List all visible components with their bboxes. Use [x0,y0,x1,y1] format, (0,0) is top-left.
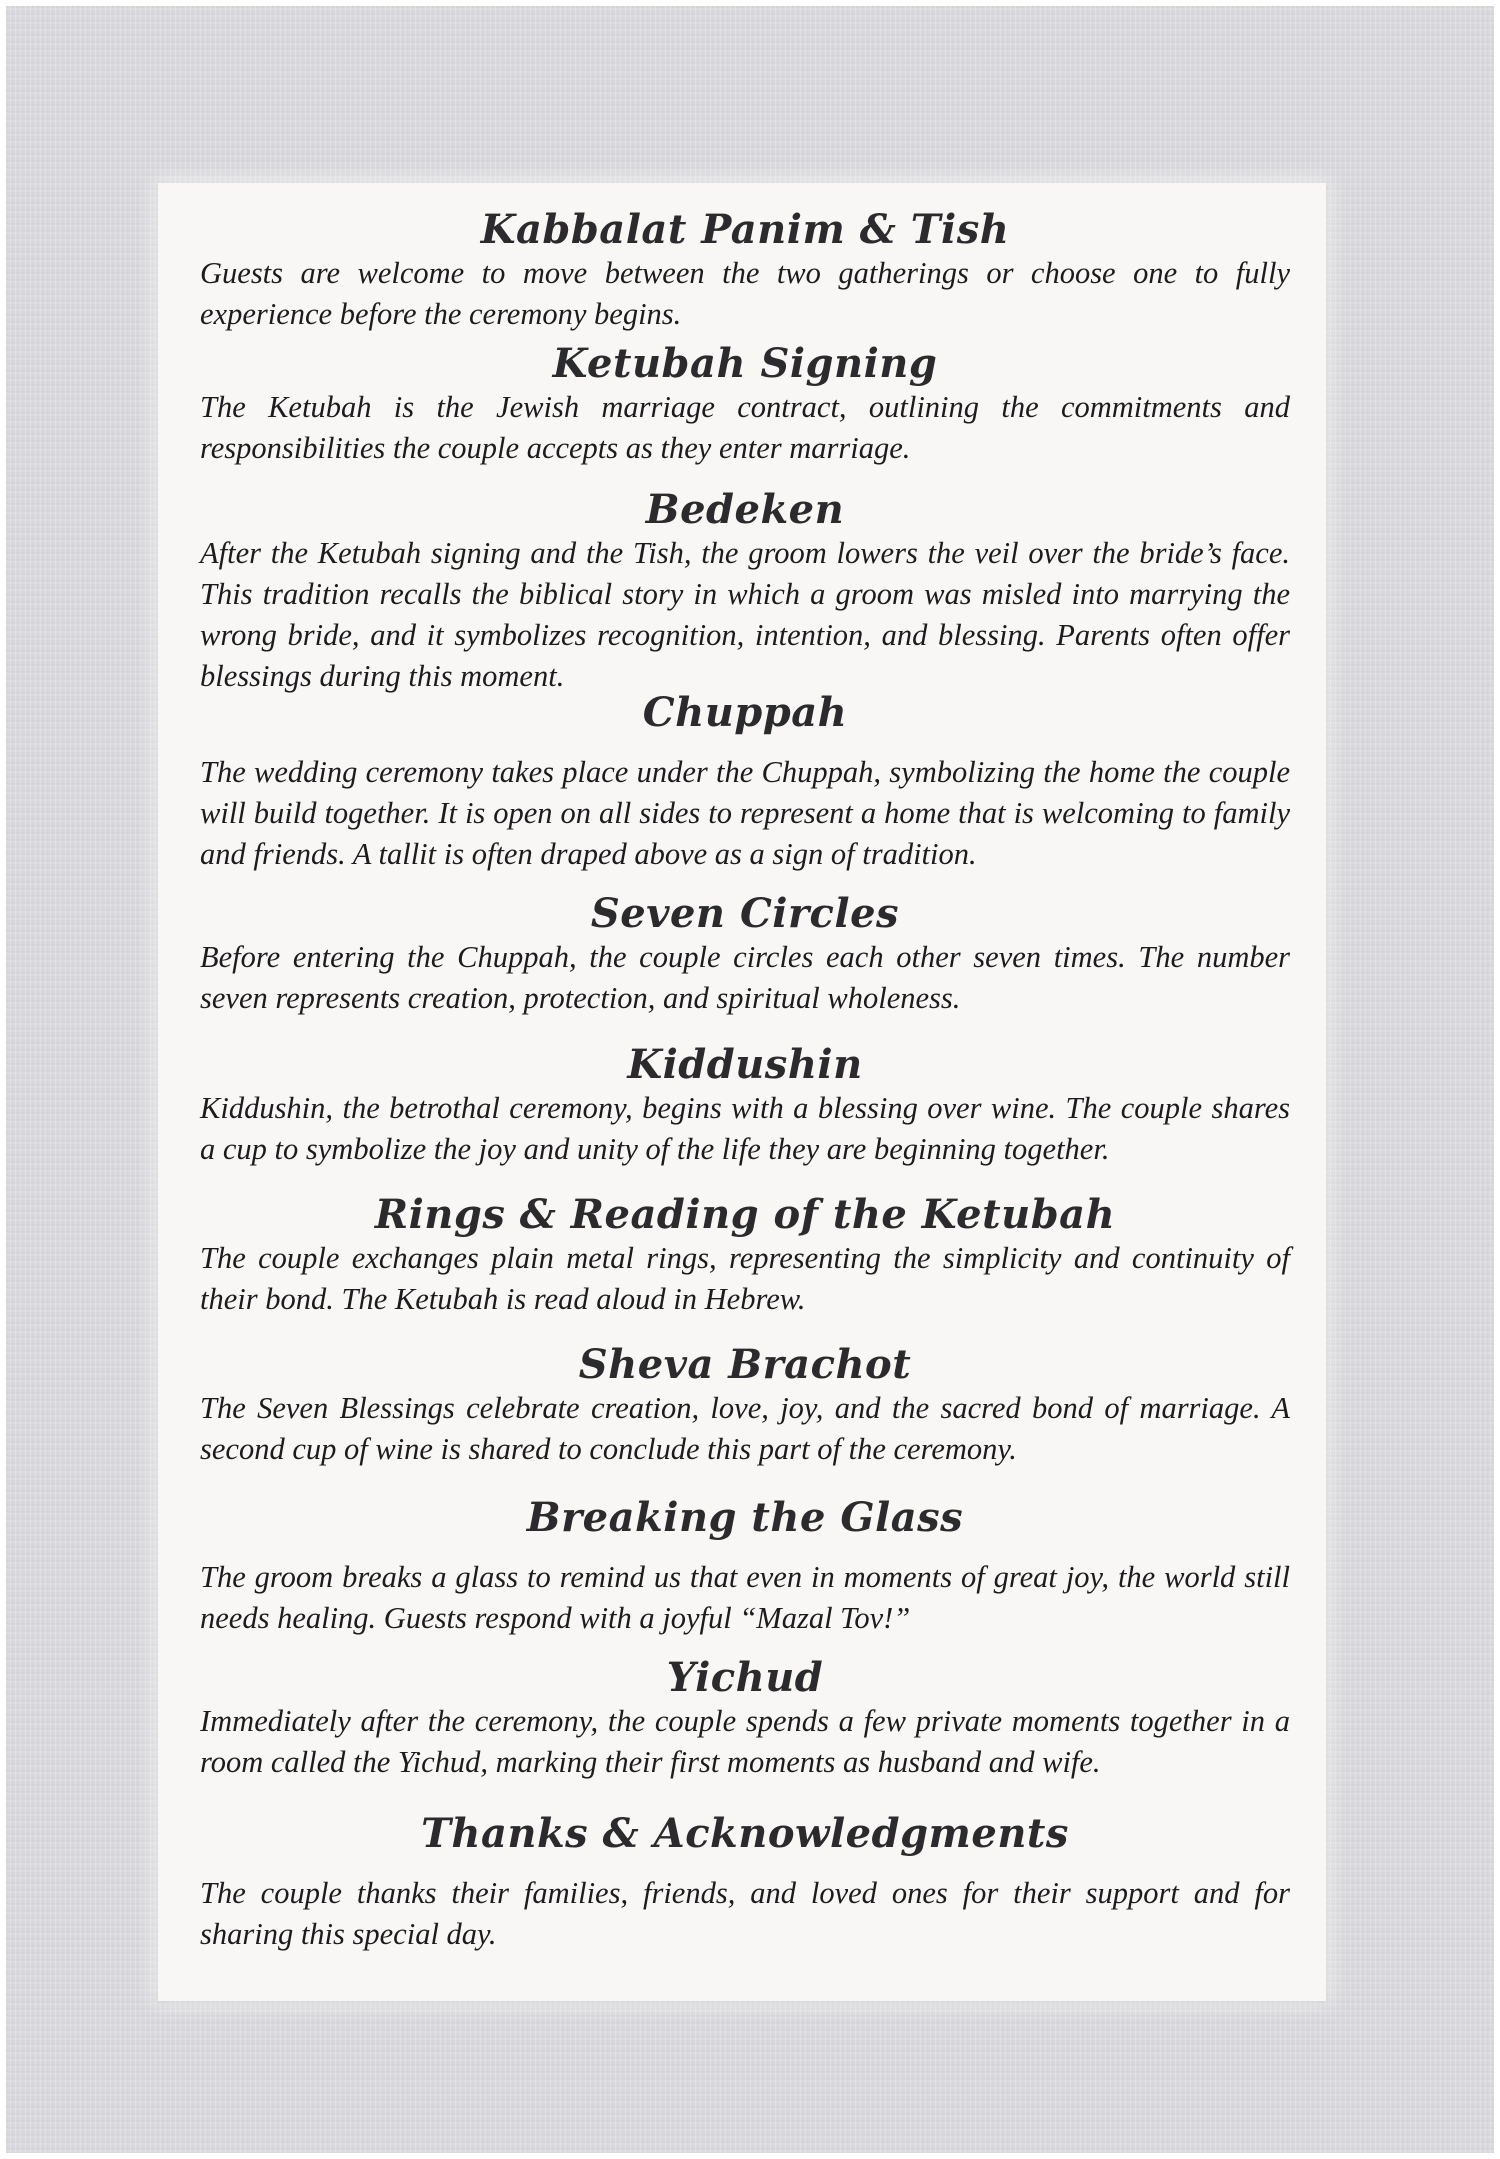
section-text: The wedding ceremony takes place under the Chuppah, symbolizing the home the couple will build together. It is open on all sides to represent a home that is welcoming to family and friends. A tallit is often draped above as a sign of tradition. [200,755,1290,871]
section-heading: Rings & Reading of the Ketubah [374,1191,1116,1238]
section-ketubah-signing [200,341,1290,469]
section-heading: Thanks & Acknowledgments [421,1810,1069,1857]
section-thanks [200,1811,1290,1955]
section-text: Before entering the Chuppah, the couple circles each other seven times. The number seven represents creation, protection, and spiritual wholeness. [200,940,1290,1015]
section-heading: Kabbalat Panim & Tish [480,206,1010,253]
section-text: Guests are welcome to move between the two gatherings or choose one to fully experience before the ceremony begins. [200,256,1290,331]
section-heading: Bedeken [645,486,845,533]
section-sheva-brachot [200,1342,1290,1470]
section-text: After the Ketubah signing and the Tish, the groom lowers the veil over the bride’s face. This tradition recalls the biblical story in which a groom was misled into marrying the wrong bride, and it symbolizes recognition, intention, and blessing. Parents often offer blessings during this moment. [200,536,1290,693]
section-breaking-the-glass [200,1495,1290,1639]
section-heading: Ketubah Signing [552,340,938,387]
section-heading: Chuppah [642,689,848,736]
section-heading: Breaking the Glass [526,1494,964,1541]
section-text: The Seven Blessings celebrate creation, love, joy, and the sacred bond of marriage. A second cup of wine is shared to conclude this part of the ceremony. [200,1391,1290,1466]
section-bedeken [200,487,1290,697]
section-rings-reading [200,1192,1290,1320]
section-heading: Kiddushin [627,1041,863,1088]
section-text: The couple exchanges plain metal rings, representing the simplicity and continuity of their bond. The Ketubah is read aloud in Hebrew. [200,1241,1290,1316]
section-text: The Ketubah is the Jewish marriage contract, outlining the commitments and responsibilities the couple accepts as they enter marriage. [200,390,1290,465]
section-text: The couple thanks their families, friends, and loved ones for their support and for sharing this special day. [200,1876,1290,1951]
section-heading: Sheva Brachot [578,1341,912,1388]
section-heading: Yichud [666,1654,824,1701]
section-kiddushin [200,1042,1290,1170]
ceremony-program-card [158,183,1326,2001]
section-yichud [200,1655,1290,1783]
section-heading: Seven Circles [590,890,900,937]
section-text: The groom breaks a glass to remind us that even in moments of great joy, the world still needs healing. Guests respond with a joyful “Mazal Tov!” [200,1560,1290,1635]
section-chuppah [200,690,1290,875]
section-seven-circles [200,891,1290,1019]
section-text: Kiddushin, the betrothal ceremony, begins with a blessing over wine. The couple shares a cup to symbolize the joy and unity of the life they are beginning together. [200,1091,1290,1166]
section-text: Immediately after the ceremony, the couple spends a few private moments together in a room called the Yichud, marking their first moments as husband and wife. [200,1704,1290,1779]
section-kabbalat-panim [200,207,1290,335]
